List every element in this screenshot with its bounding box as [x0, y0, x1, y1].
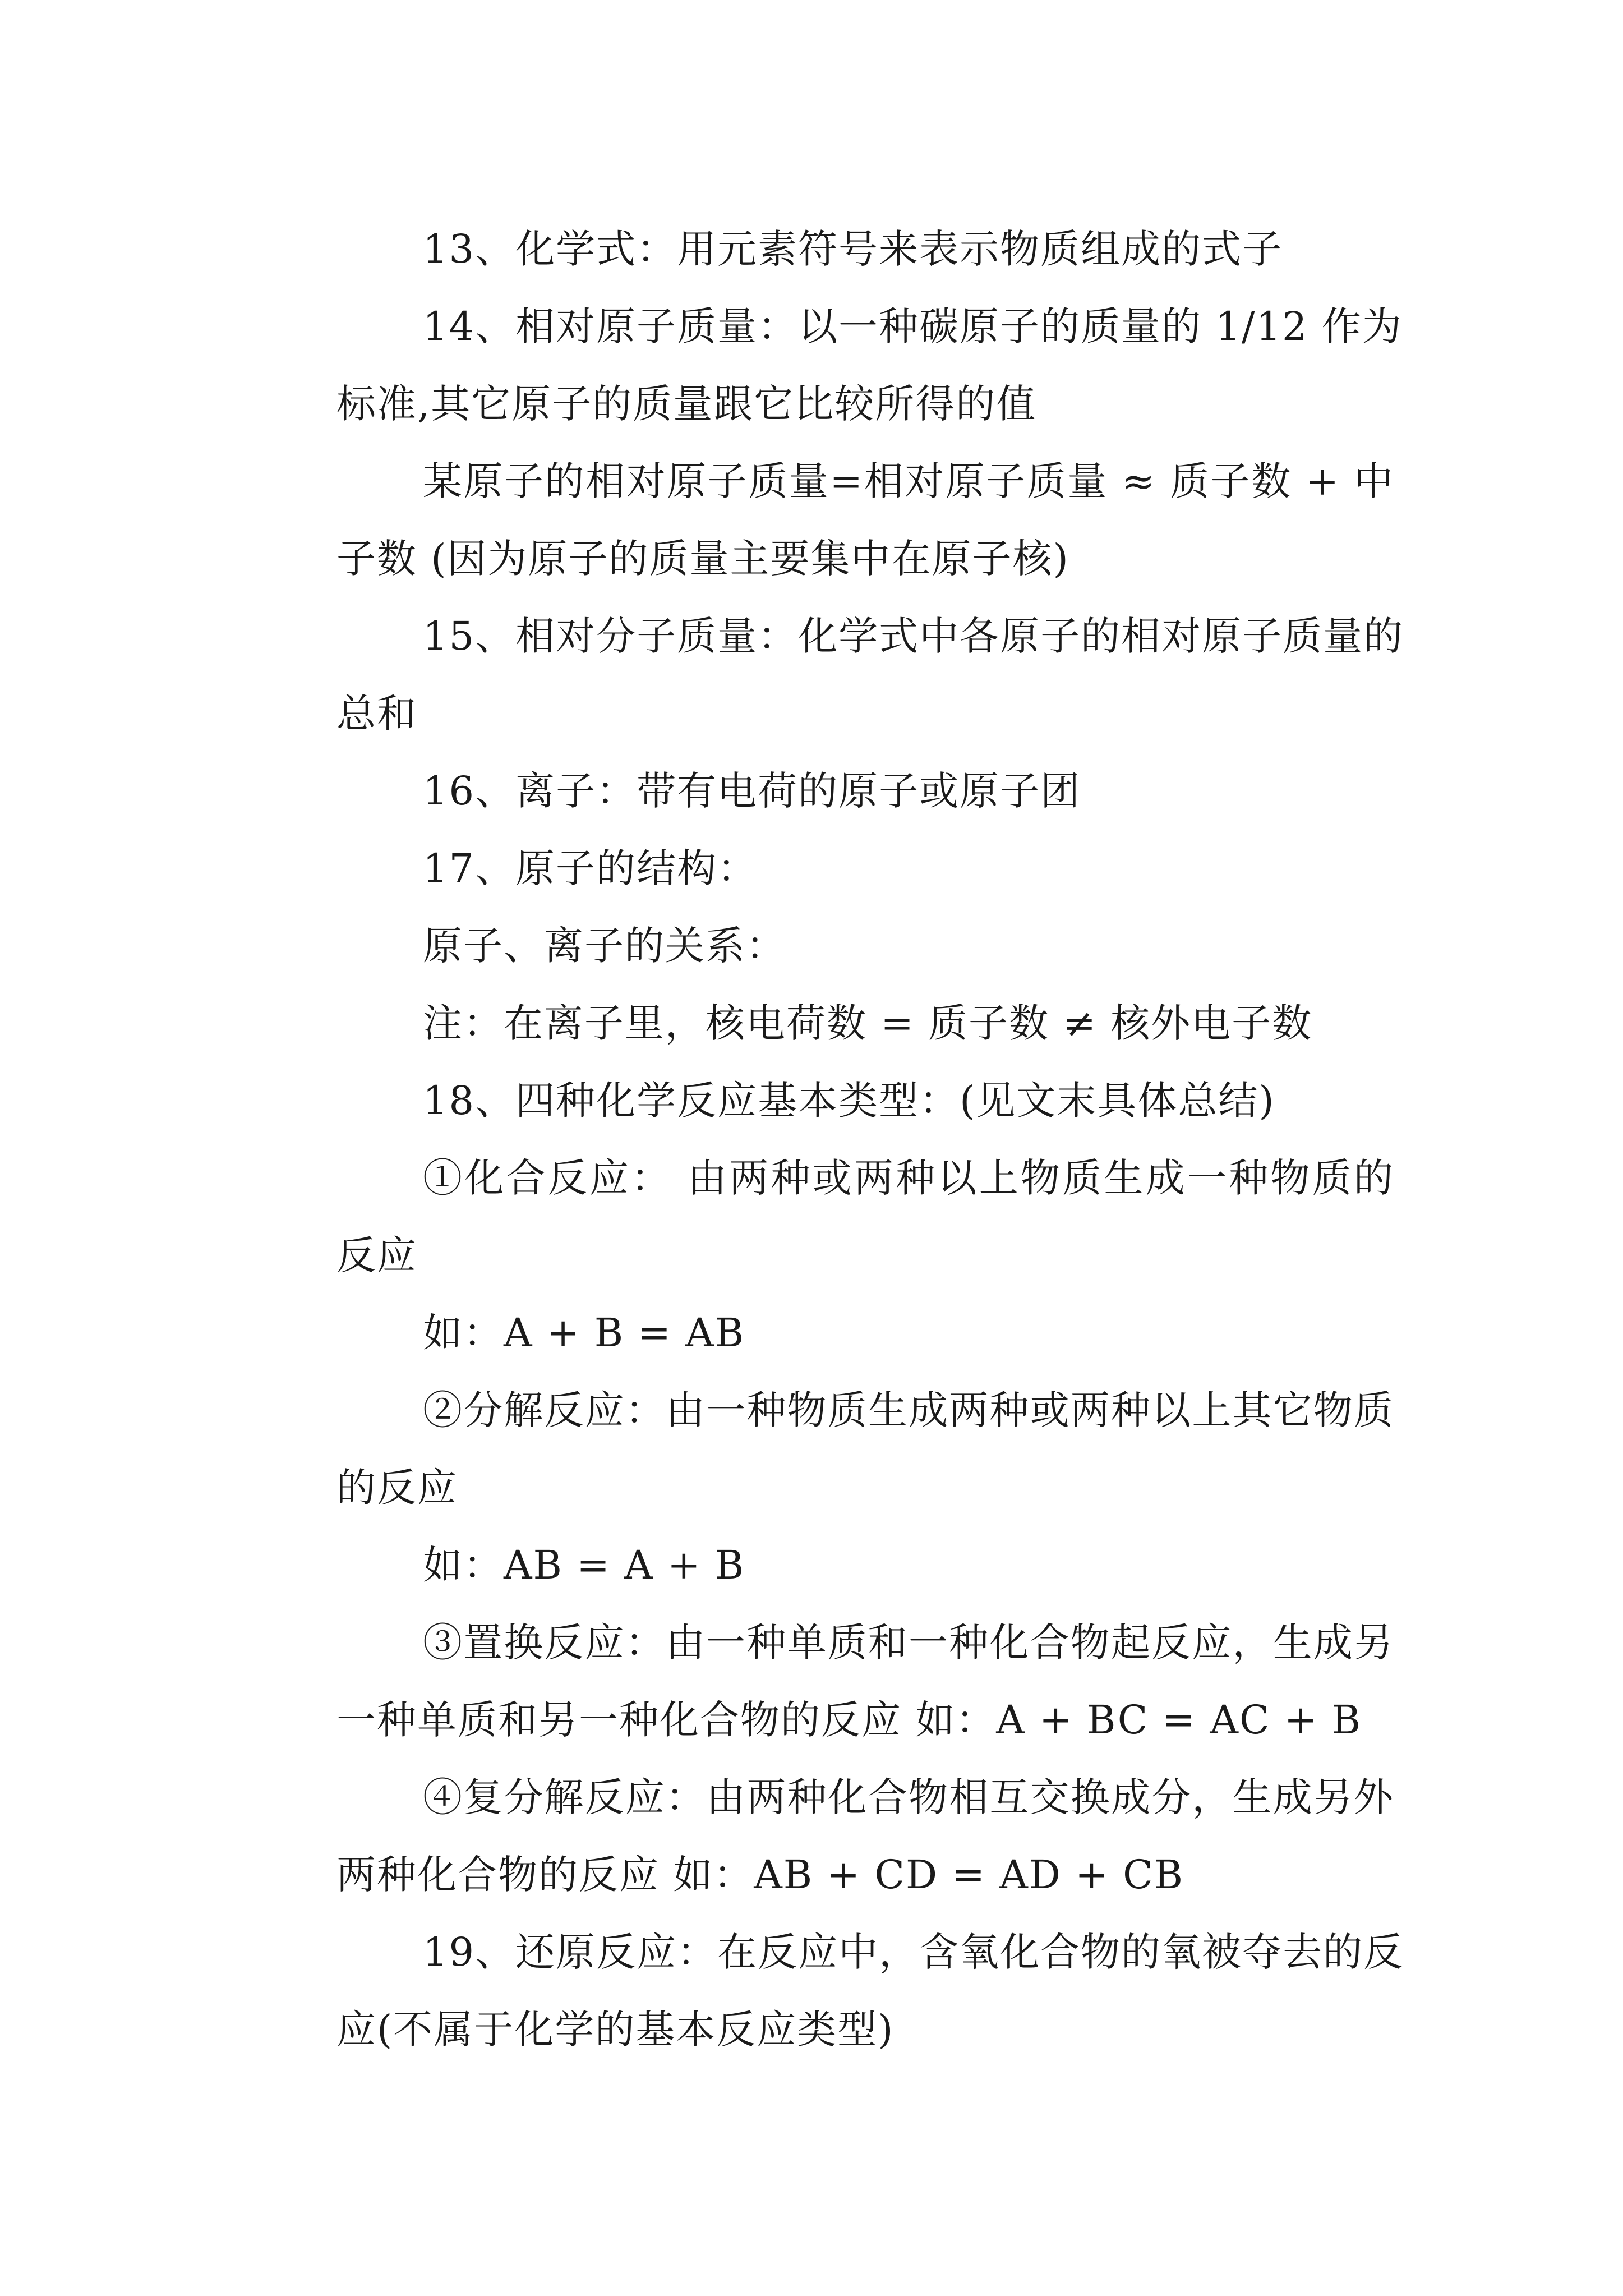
text-line: 15、相对分子质量：化学式中各原子的相对原子质量的 — [423, 613, 1404, 659]
text-line: 如：AB = A + B — [423, 1542, 745, 1588]
paragraph-displacement-reaction — [250, 1604, 1394, 1759]
text-line: 18、四种化学反应基本类型：(见文末具体总结) — [423, 1078, 1275, 1124]
text-line: 16、离子：带有电荷的原子或原子团 — [423, 768, 1081, 814]
text-line: 的反应 — [336, 1465, 458, 1511]
paragraph-double-decomposition-reaction — [250, 1759, 1394, 1913]
paragraph-atomic-structure — [250, 830, 1394, 907]
paragraph-decomposition-reaction — [250, 1372, 1394, 1526]
paragraph-decomposition-example — [250, 1526, 1394, 1604]
text-line: 注：在离子里，核电荷数 = 质子数 ≠ 核外电子数 — [423, 1000, 1313, 1046]
text-line: ③置换反应：由一种单质和一种化合物起反应，生成另 — [423, 1619, 1394, 1665]
paragraph-combination-example — [250, 1294, 1394, 1372]
text-line: 17、原子的结构： — [423, 845, 758, 891]
text-line: 反应 — [336, 1232, 417, 1278]
paragraph-ion — [250, 752, 1394, 830]
paragraph-note-nuclear-charge — [250, 984, 1394, 1062]
text-line: ②分解反应：由一种物质生成两种或两种以上其它物质 — [423, 1387, 1394, 1433]
paragraph-reaction-types — [250, 1062, 1394, 1139]
text-line: 子数 (因为原子的质量主要集中在原子核) — [336, 536, 1069, 582]
text-line: ④复分解反应：由两种化合物相互交换成分，生成另外 — [423, 1774, 1394, 1820]
text-line: 如：A + B = AB — [423, 1310, 745, 1356]
text-line: 总和 — [336, 691, 417, 737]
paragraph-atomic-mass-formula — [250, 443, 1394, 597]
text-line: 19、还原反应：在反应中，含氧化合物的氧被夺去的反 — [423, 1929, 1404, 1975]
text-line: 应(不属于化学的基本反应类型) — [336, 2007, 895, 2053]
text-line: ①化合反应： 由两种或两种以上物质生成一种物质的 — [423, 1155, 1394, 1201]
paragraph-relative-atomic-mass — [250, 288, 1403, 443]
paragraph-combination-reaction — [250, 1139, 1394, 1294]
text-line: 13、化学式：用元素符号来表示物质组成的式子 — [423, 226, 1283, 272]
document-body — [250, 210, 1404, 2068]
text-line: 某原子的相对原子质量=相对原子质量 ≈ 质子数 + 中 — [423, 458, 1394, 504]
text-line: 一种单质和另一种化合物的反应 如：A + BC = AC + B — [336, 1697, 1362, 1743]
text-line: 原子、离子的关系： — [423, 923, 786, 969]
paragraph-relative-molecular-mass — [250, 597, 1404, 752]
paragraph-reduction-reaction — [250, 1913, 1404, 2068]
paragraph-atom-ion-relation — [250, 907, 1394, 984]
text-line: 两种化合物的反应 如：AB + CD = AD + CB — [336, 1852, 1184, 1898]
text-line: 标准,其它原子的质量跟它比较所得的值 — [336, 381, 1037, 427]
paragraph-chemical-formula — [250, 210, 1394, 288]
text-line: 14、相对原子质量：以一种碳原子的质量的 1/12 作为 — [423, 303, 1403, 349]
